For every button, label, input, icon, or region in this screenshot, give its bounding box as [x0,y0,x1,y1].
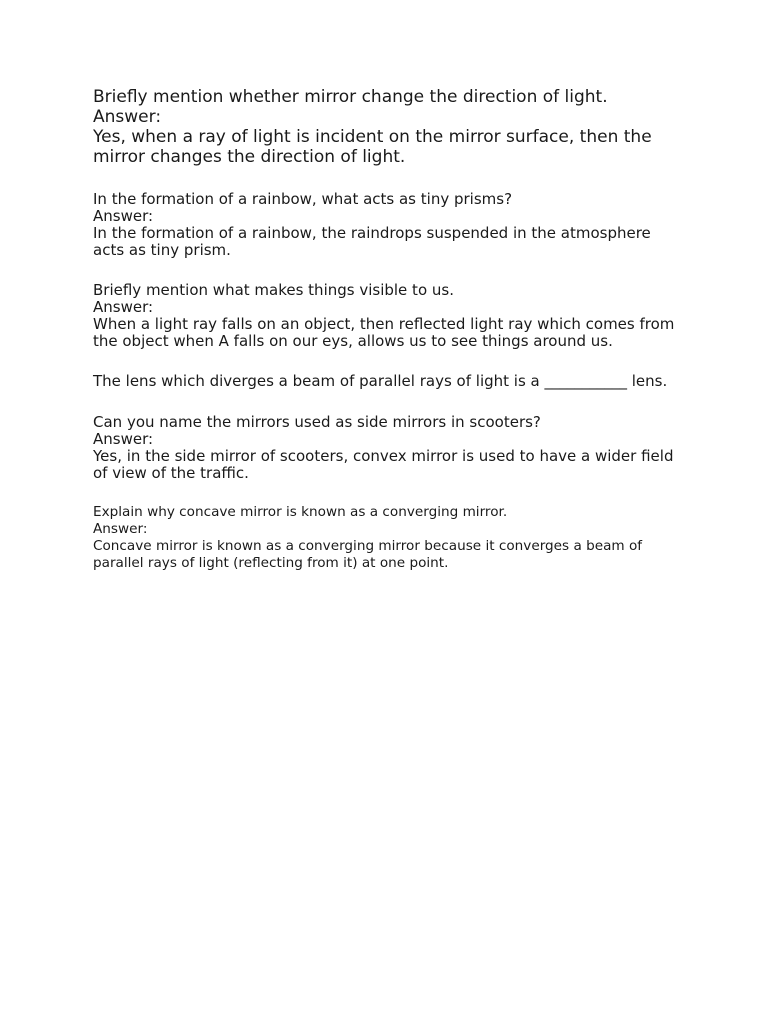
question-text: Briefly mention whether mirror change the direction of light. [93,87,608,107]
question-text: Briefly mention what makes things visible to us. [93,281,454,299]
answer-text: Concave mirror is known as a converging mirror because it converges a beam of parallel rays of light (reflecting from it) at one point. [93,538,643,571]
qa-block [93,87,683,167]
question-text: Can you name the mirrors used as side mirrors in scooters? [93,413,541,431]
qa-block [93,191,683,259]
document-page [93,87,683,572]
qa-block [93,414,683,482]
answer-text: Yes, in the side mirror of scooters, convex mirror is used to have a wider field of view of the traffic. [93,447,674,482]
question-text: In the formation of a rainbow, what acts as tiny prisms? [93,190,513,208]
answer-label: Answer: [93,107,162,127]
answer-text: Yes, when a ray of light is incident on the mirror surface, then the mirror changes the direction of light. [93,127,652,167]
answer-text: When a light ray falls on an object, then reflected light ray which comes from the object when A falls on our eys, allows us to see things around us. [93,315,675,350]
qa-block [93,282,683,350]
answer-label: Answer: [93,430,154,448]
qa-block [93,373,683,390]
answer-label: Answer: [93,298,154,316]
qa-block [93,504,683,572]
answer-label: Answer: [93,521,148,537]
answer-text: In the formation of a rainbow, the raindrops suspended in the atmosphere acts as tiny prism. [93,224,651,259]
answer-label: Answer: [93,207,154,225]
question-text: Explain why concave mirror is known as a converging mirror. [93,504,508,520]
question-text: The lens which diverges a beam of parallel rays of light is a ___________ lens. [93,372,668,390]
